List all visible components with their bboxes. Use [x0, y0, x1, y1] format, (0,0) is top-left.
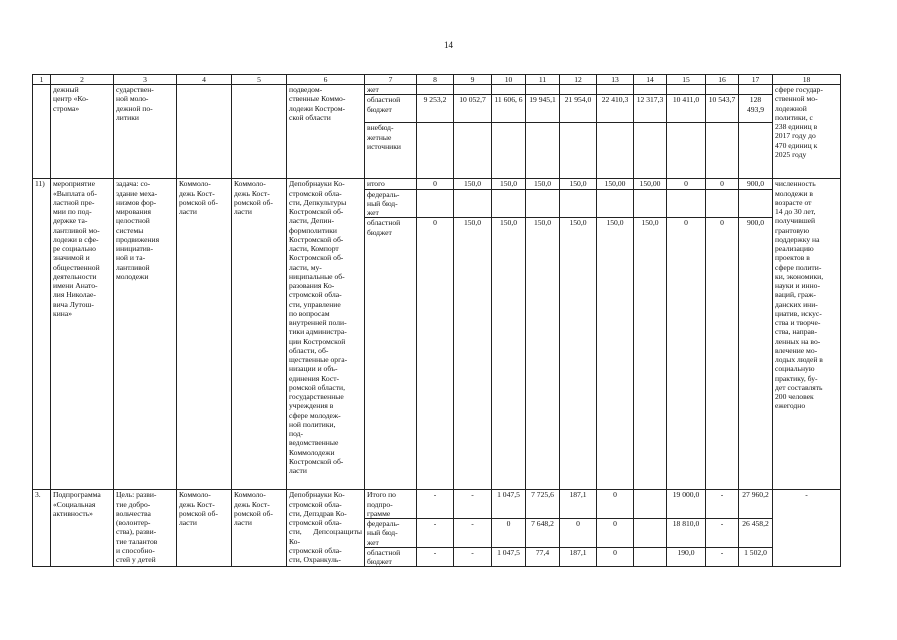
- cell-value: 0: [667, 218, 706, 490]
- header-cell: 15: [667, 75, 706, 85]
- cell-source: областной бюджет: [365, 547, 417, 567]
- cell-coordinator: [232, 85, 287, 179]
- cell-value: 12 317,3: [634, 95, 667, 123]
- header-cell: 7: [365, 75, 417, 85]
- cell-coordinator: Коммоло- дежь Кост- ромской об- ласти: [232, 179, 287, 490]
- cell-source: внебюд- жетные источники: [365, 123, 417, 179]
- cell-value: 187,1: [560, 490, 597, 519]
- budget-table: [32, 74, 841, 567]
- cell-value: 0: [706, 179, 739, 189]
- cell-value: -: [417, 547, 454, 567]
- cell-value: 150,0: [454, 218, 492, 490]
- cell-source: Итого по подпро- грамме: [365, 490, 417, 519]
- table-row: [33, 85, 841, 95]
- cell-coordinator: Коммоло- дежь Кост- ромской об- ласти: [232, 490, 287, 567]
- cell-value: 187,1: [560, 547, 597, 567]
- header-cell: 12: [560, 75, 597, 85]
- cell-num: 11): [33, 179, 51, 490]
- header-cell: 4: [177, 75, 232, 85]
- header-cell: 18: [773, 75, 841, 85]
- cell-value: 22 410,3: [597, 95, 634, 123]
- cell-value: 0: [667, 179, 706, 189]
- header-cell: 3: [114, 75, 177, 85]
- cell-executors: Депобрнауки Ко- стромской обла- сти, Депздрав Ко- стромской обла- сти, Депсоцзащиты Ко- стромской обла- сти, Охранкуль-: [287, 490, 365, 567]
- cell-value: 77,4: [526, 547, 560, 567]
- cell-value: 150,00: [634, 179, 667, 189]
- cell-value: 1 502,0: [739, 547, 773, 567]
- cell-source: жет: [365, 85, 417, 95]
- cell-value: 0: [597, 490, 634, 519]
- cell-value: 19 945,1: [526, 95, 560, 123]
- cell-value: -: [454, 490, 492, 519]
- cell-value: 27 960,2: [739, 490, 773, 519]
- cell-value: -: [417, 519, 454, 548]
- cell-value: -: [706, 547, 739, 567]
- cell-value: 1 047,5: [492, 490, 526, 519]
- cell-value: 26 458,2: [739, 519, 773, 548]
- cell-value: 19 000,0: [667, 490, 706, 519]
- cell-value: 150,0: [526, 218, 560, 490]
- cell-value: 21 954,0: [560, 95, 597, 123]
- cell-customer: [177, 85, 232, 179]
- cell-value: 0: [560, 519, 597, 548]
- cell-value: 150,0: [634, 218, 667, 490]
- cell-num: [33, 85, 51, 179]
- header-cell: 1: [33, 75, 51, 85]
- cell-value: 10 543,7: [706, 95, 739, 123]
- cell-value: 190,0: [667, 547, 706, 567]
- cell-name: мероприятие «Выплата об- ластной пре- мии по под- держке та- лантливой мо- лодежи в сфе- ре социально значимой и общественной деятельности имени Анато- лия Николае- вича Лутош- кина»: [51, 179, 114, 490]
- cell-goal: сударствен- ной моло- дежной по- литики: [114, 85, 177, 179]
- cell-value: 0: [492, 519, 526, 548]
- header-cell: 11: [526, 75, 560, 85]
- header-cell: 10: [492, 75, 526, 85]
- cell-customer: Коммоло- дежь Кост- ромской об- ласти: [177, 179, 232, 490]
- cell-value: 150,0: [454, 179, 492, 189]
- cell-value: 0: [597, 519, 634, 548]
- cell-value: 0: [417, 218, 454, 490]
- cell-indicator: численность молодежи в возрасте от 14 до 30 лет, получившей грантовую поддержку на реализацию проектов в сфере полити- ки, экономики, науки и инно- ваций, граж- данских ини- циатив, искус- ства и творче- ства, направ- ленных на во- влечение мо- лодых людей в социальную практику, бу- дет составлять 200 человек ежегодно: [773, 179, 841, 490]
- cell-value: 150,0: [560, 218, 597, 490]
- cell-value: 10 052,7: [454, 95, 492, 123]
- cell-value: 900,0: [739, 218, 773, 490]
- cell-value: 7 725,6: [526, 490, 560, 519]
- header-cell: 17: [739, 75, 773, 85]
- cell-value: -: [417, 490, 454, 519]
- cell-source: областной бюджет: [365, 95, 417, 123]
- table-row: [33, 490, 841, 519]
- cell-executors: Депобрнауки Ко- стромской обла- сти, Депкультуры Костромской об- ласти, Депин- формполитики Костромской об- ласти, Компорт Костромской об- ласти, му- ниципальные об- разования Ко- стромской обла- сти, управление по вопросам внутренней поли- тики администра- ции Костромской области, об- щественные орга- низации и объ- единения Кост- ромской области, государственные учреждения в сфере молодеж- ной политики, под- ведомственные Коммолодежи Костромской об- ласти: [287, 179, 365, 490]
- cell-value: [634, 547, 667, 567]
- header-cell: 8: [417, 75, 454, 85]
- cell-goal: задача: со- здание меха- низмов фор- мирования целостной системы продвижения инициатив- ной и та- лантливой молодежи: [114, 179, 177, 490]
- cell-value: 150,0: [597, 218, 634, 490]
- header-cell: 5: [232, 75, 287, 85]
- cell-value: -: [454, 547, 492, 567]
- cell-name: дежный центр «Ко- строма»: [51, 85, 114, 179]
- page-number: 14: [444, 40, 453, 50]
- cell-value: 10 411,0: [667, 95, 706, 123]
- header-row: [33, 75, 841, 85]
- cell-value: 150,00: [597, 179, 634, 189]
- header-cell: 6: [287, 75, 365, 85]
- cell-indicator: -: [773, 490, 841, 567]
- cell-source: итого: [365, 179, 417, 189]
- cell-goal: Цель: разви- тие добро- вольчества (волонтер- ства), разви- тие талантов и способно- стей у детей: [114, 490, 177, 567]
- header-cell: 16: [706, 75, 739, 85]
- cell-source: федераль- ный бюд- жет: [365, 189, 417, 218]
- cell-value: [634, 490, 667, 519]
- cell-value: 150,0: [560, 179, 597, 189]
- header-cell: 2: [51, 75, 114, 85]
- cell-value: 0: [597, 547, 634, 567]
- cell-value: 1 047,5: [492, 547, 526, 567]
- header-cell: 9: [454, 75, 492, 85]
- header-cell: 13: [597, 75, 634, 85]
- cell-value: 150,0: [492, 179, 526, 189]
- cell-value: -: [706, 519, 739, 548]
- cell-indicator: сфере государ- ственной мо- лодежной политики, с 238 единиц в 2017 году до 470 единиц к 2025 году: [773, 85, 841, 179]
- cell-source: областной бюджет: [365, 218, 417, 490]
- cell-value: 0: [417, 179, 454, 189]
- cell-customer: Коммоло- дежь Кост- ромской об- ласти: [177, 490, 232, 567]
- cell-value: 7 648,2: [526, 519, 560, 548]
- table-row: [33, 179, 841, 189]
- cell-value: 900,0: [739, 179, 773, 189]
- cell-value: 0: [706, 218, 739, 490]
- cell-num: 3.: [33, 490, 51, 567]
- header-cell: 14: [634, 75, 667, 85]
- cell-value: 128 493,9: [739, 95, 773, 123]
- cell-value: [634, 519, 667, 548]
- cell-value: 18 810,0: [667, 519, 706, 548]
- cell-value: -: [706, 490, 739, 519]
- cell-value: -: [454, 519, 492, 548]
- cell-value: 150,0: [526, 179, 560, 189]
- cell-value: 9 253,2: [417, 95, 454, 123]
- cell-value: 150,0: [492, 218, 526, 490]
- cell-executors: подведом- ственные Коммо- лодежи Костром- ской области: [287, 85, 365, 179]
- cell-source: федераль- ный бюд- жет: [365, 519, 417, 548]
- cell-name: Подпрограмма «Социальная активность»: [51, 490, 114, 567]
- cell-value: 11 606, 6: [492, 95, 526, 123]
